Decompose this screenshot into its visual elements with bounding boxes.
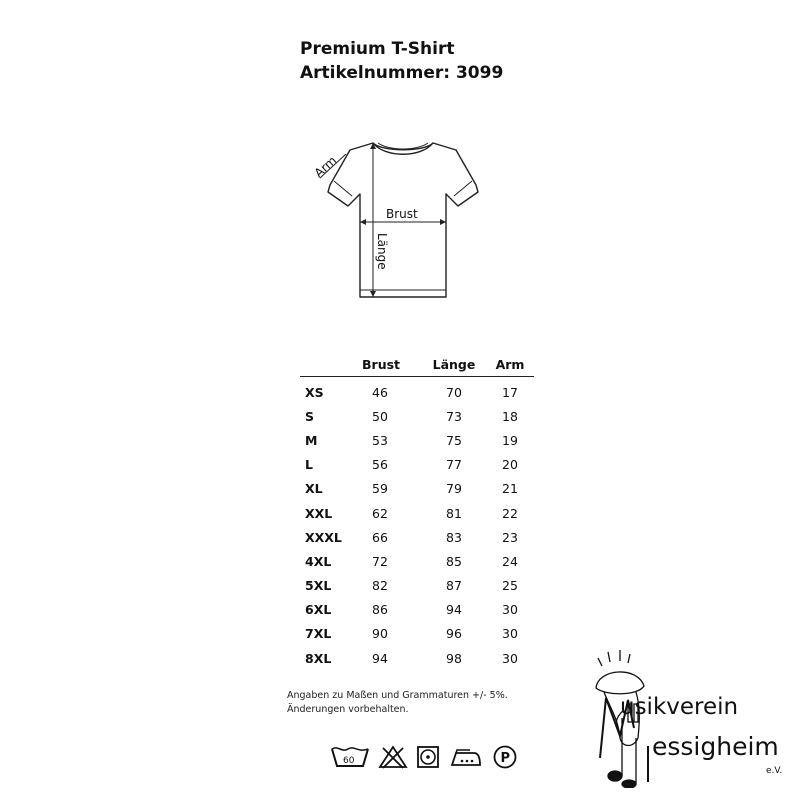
laenge-cell: 81 xyxy=(446,505,462,521)
size-row xyxy=(300,598,534,622)
arm-cell: 17 xyxy=(502,384,518,400)
size-row xyxy=(300,525,534,549)
arm-cell: 18 xyxy=(502,408,518,424)
laenge-cell: 75 xyxy=(446,432,462,448)
brust-cell: 62 xyxy=(372,505,388,521)
brust-cell: 56 xyxy=(372,457,388,473)
brust-cell: 46 xyxy=(372,384,388,400)
size-cell: 5XL xyxy=(305,578,332,594)
size-table xyxy=(300,352,534,670)
size-cell: 6XL xyxy=(305,602,332,618)
brust-cell: 86 xyxy=(372,602,388,618)
size-cell: M xyxy=(305,432,318,448)
arm-cell: 20 xyxy=(502,457,518,473)
laenge-cell: 87 xyxy=(446,578,462,594)
size-row xyxy=(300,380,534,404)
no-bleach-icon xyxy=(378,745,408,773)
laenge-cell: 79 xyxy=(446,481,462,497)
logo-line-2: essigheim xyxy=(652,732,779,761)
tshirt-measurement-diagram xyxy=(300,135,500,305)
size-table-header xyxy=(300,352,534,376)
wash-60-icon xyxy=(330,745,370,773)
product-heading xyxy=(300,37,503,85)
arm-cell: 21 xyxy=(502,481,518,497)
size-cell: XS xyxy=(305,384,324,400)
size-table-body xyxy=(300,377,534,670)
size-row xyxy=(300,622,534,646)
column-header-arm: Arm xyxy=(495,356,525,372)
size-cell: 8XL xyxy=(305,650,332,666)
brust-cell: 59 xyxy=(372,481,388,497)
size-cell: 4XL xyxy=(305,553,332,569)
arm-cell: 30 xyxy=(502,626,518,642)
musikverein-logo xyxy=(578,648,788,788)
size-row xyxy=(300,404,534,428)
arm-cell: 25 xyxy=(502,578,518,594)
size-row xyxy=(300,428,534,452)
column-header-laenge: Länge xyxy=(432,356,476,372)
size-cell: S xyxy=(305,408,315,424)
brust-cell: 82 xyxy=(372,578,388,594)
arm-cell: 24 xyxy=(502,553,518,569)
size-cell: XL xyxy=(305,481,323,497)
brust-cell: 90 xyxy=(372,626,388,642)
laenge-cell: 70 xyxy=(446,384,462,400)
laenge-cell: 83 xyxy=(446,529,462,545)
brust-cell: 94 xyxy=(372,650,388,666)
size-row xyxy=(300,549,534,573)
arm-label: Arm xyxy=(311,153,340,181)
professional-clean-p-icon xyxy=(492,744,518,774)
laenge-cell: 98 xyxy=(446,650,462,666)
iron-icon xyxy=(448,745,484,773)
laenge-cell: 77 xyxy=(446,457,462,473)
size-cell: L xyxy=(305,457,313,473)
logo-line-1: usikverein xyxy=(620,694,739,720)
laenge-cell: 73 xyxy=(446,408,462,424)
laenge-cell: 94 xyxy=(446,602,462,618)
arm-cell: 23 xyxy=(502,529,518,545)
size-row xyxy=(300,501,534,525)
logo-suffix: e.V. xyxy=(766,766,783,776)
product-title: Premium T-Shirt xyxy=(300,39,455,59)
size-row xyxy=(300,574,534,598)
brust-cell: 72 xyxy=(372,553,388,569)
size-cell: XXL xyxy=(305,505,333,521)
disclaimer-line-1: Angaben zu Maßen und Grammaturen +/- 5%. xyxy=(287,690,508,701)
wash-temp-label: 60 xyxy=(343,756,355,766)
size-cell: 7XL xyxy=(305,626,332,642)
column-header-brust: Brust xyxy=(362,356,401,372)
p-letter: P xyxy=(500,751,511,766)
care-symbols xyxy=(330,744,518,774)
tumble-dry-icon xyxy=(416,745,440,773)
laenge-cell: 85 xyxy=(446,553,462,569)
brust-cell: 66 xyxy=(372,529,388,545)
arm-cell: 30 xyxy=(502,602,518,618)
laenge-cell: 96 xyxy=(446,626,462,642)
arm-cell: 19 xyxy=(502,432,518,448)
brust-cell: 53 xyxy=(372,432,388,448)
size-cell: XXXL xyxy=(305,529,342,545)
disclaimer-line-2: Änderungen vorbehalten. xyxy=(287,704,409,715)
arm-cell: 22 xyxy=(502,505,518,521)
disclaimer-note xyxy=(287,689,508,717)
article-number: Artikelnummer: 3099 xyxy=(300,63,504,83)
arm-cell: 30 xyxy=(502,650,518,666)
size-row xyxy=(300,477,534,501)
size-row xyxy=(300,453,534,477)
size-row xyxy=(300,646,534,670)
brust-cell: 50 xyxy=(372,408,388,424)
length-label: Länge xyxy=(375,233,389,270)
chest-label: Brust xyxy=(386,207,418,221)
